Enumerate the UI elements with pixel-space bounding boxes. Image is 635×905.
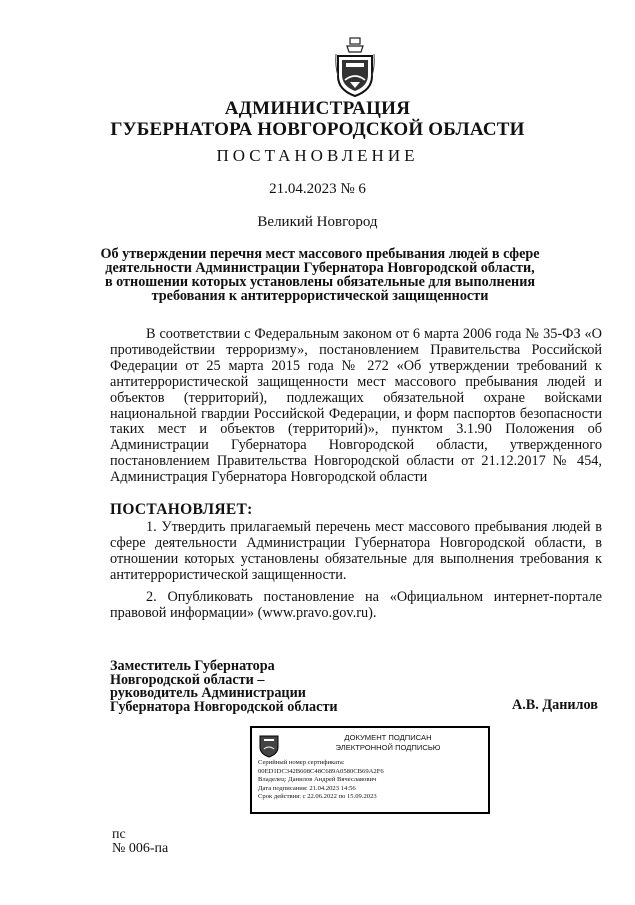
stamp-detail-line: Дата подписания: 21.04.2023 14:56 xyxy=(258,784,356,792)
stamp-emblem-icon xyxy=(258,732,280,758)
signatory-position-line: Новгородской области – xyxy=(110,671,265,688)
preamble-paragraph: В соответствии с Федеральным законом от 6 марта 2006 года № 35-ФЗ «О противодействии терроризму», постановлением Правительства Российской Федерации от 25 марта 2015 года № 272 «Об утверждении требований к антитеррористической защищенности мест массового пребывания людей и объектов (территорий), подлежащих обязательной охране войсками национальной гвардии Российской Федерации, и форм паспортов безопасности таких мест и объектов (территорий)», пунктом 3.1.90 Положения об Администрации Губернатора Новгородской области, утвержденного постановлением Правительства Новгородской области от 21.12.2017 № 454, Администрация Губернатора Новгородской области xyxy=(110,326,602,486)
subject-line: в отношении которых установлены обязательные для выполнения xyxy=(104,274,536,290)
decrees-heading: ПОСТАНОВЛЯЕТ: xyxy=(110,501,253,518)
signatory-position-line: Заместитель Губернатора xyxy=(110,658,275,674)
document-type: ПОСТАНОВЛЕНИЕ xyxy=(216,146,419,165)
document-subject xyxy=(80,247,560,303)
stamp-detail-line: Серийный номер сертификата: xyxy=(258,759,345,766)
electronic-signature-stamp xyxy=(250,726,490,814)
stamp-details xyxy=(258,759,484,802)
stamp-detail-line: Владелец: Данилов Андрей Вячеславович xyxy=(258,776,377,784)
footer-reference xyxy=(112,828,168,856)
coat-of-arms-emblem xyxy=(334,36,376,98)
stamp-title xyxy=(298,733,478,753)
stamp-detail-line: 00ED1DC342B608C48C689A0580CB69A2F6 xyxy=(258,767,384,775)
org-title-line2: ГУБЕРНАТОРА НОВГОРОДСКОЙ ОБЛАСТИ xyxy=(110,119,525,140)
stamp-title-line: ЭЛЕКТРОННОЙ ПОДПИСЬЮ xyxy=(335,743,441,752)
date-and-number: 21.04.2023 № 6 xyxy=(269,181,366,197)
signatory-position-line: Губернатора Новгородской области xyxy=(110,698,338,715)
subject-line: требования к антитеррористической защищенности xyxy=(151,288,489,304)
item-1-paragraph: 1. Утвердить прилагаемый перечень мест массового пребывания людей в сфере деятельности Администрации Губернатора Новгородской области, в отношении которых установлены обязательные для выполнения требования к антитеррористической защищенности. xyxy=(110,519,602,583)
footer-initials: пс xyxy=(112,827,126,842)
org-title-line1: АДМИНИСТРАЦИЯ xyxy=(224,98,411,119)
signatory-position-line: руководитель Администрации xyxy=(110,685,306,702)
city: Великий Новгород xyxy=(257,214,378,230)
stamp-title-line: ДОКУМЕНТ ПОДПИСАН xyxy=(344,733,432,742)
stamp-detail-line: Срок действия: с 22.06.2022 по 15.09.2023 xyxy=(258,793,377,801)
signatory-name: А.В. Данилов xyxy=(512,697,598,713)
signatory-position xyxy=(110,660,338,714)
subject-line: Об утверждении перечня мест массового пребывания людей в сфере xyxy=(100,246,540,262)
subject-line: деятельности Администрации Губернатора Новгородской области, xyxy=(105,260,535,276)
footer-number: № 006-па xyxy=(112,841,169,856)
item-2-paragraph: 2. Опубликовать постановление на «Официальном интернет-портале правовой информации» (www.pravo.gov.ru). xyxy=(110,589,602,621)
